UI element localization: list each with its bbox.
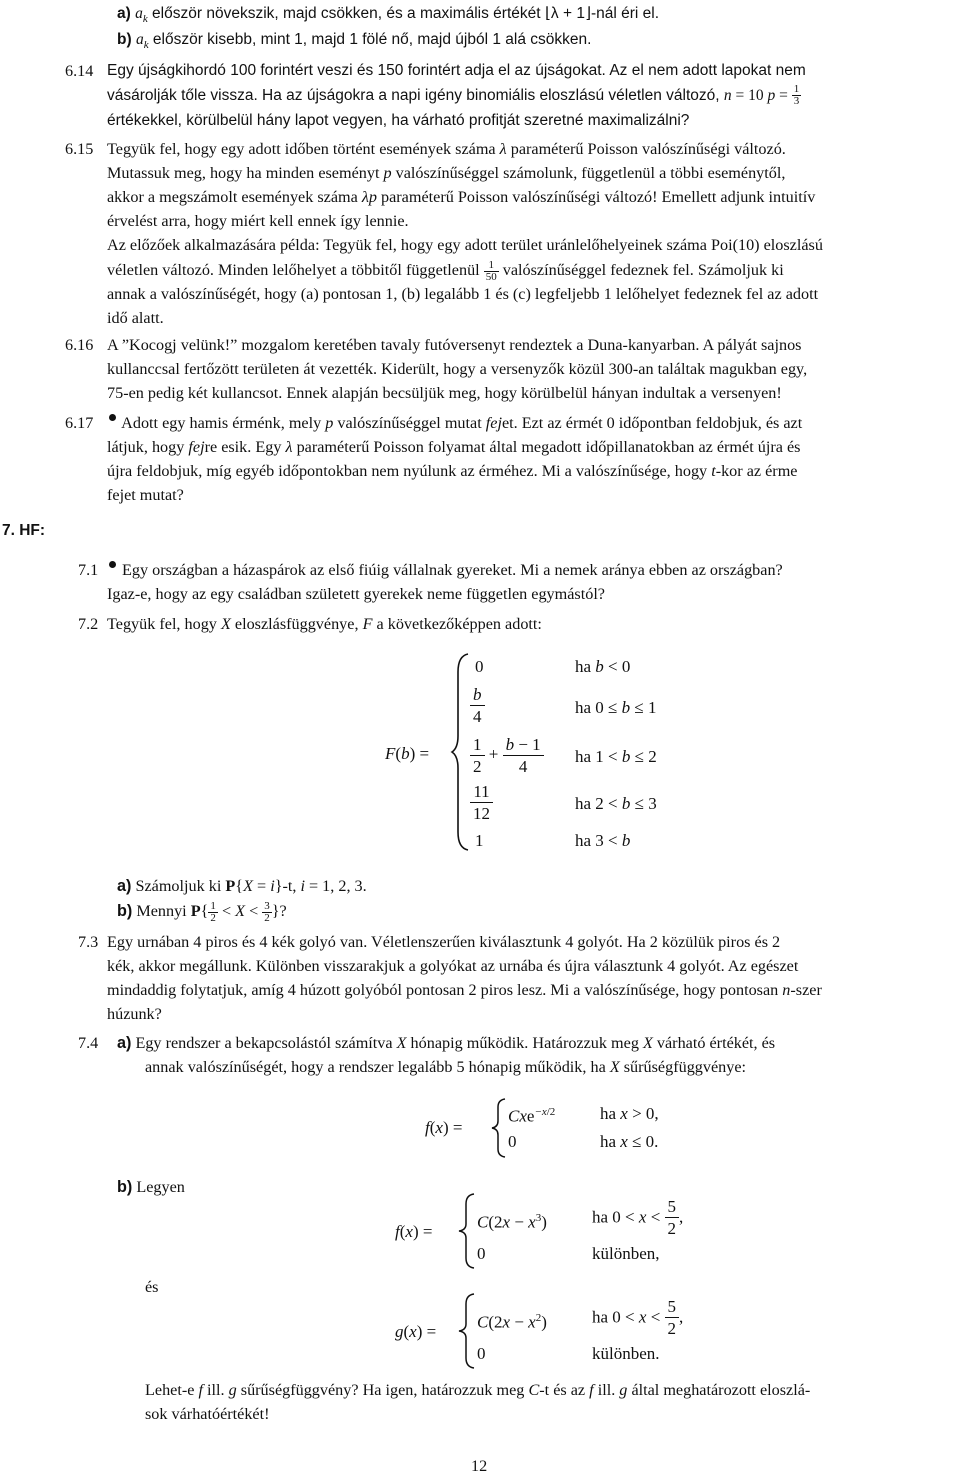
case-value: $C(2x - x^3)$ (477, 1212, 547, 1232)
item-label: b) (117, 31, 132, 48)
item-text: először növekszik, majd csökken, és a maximális értékét ⌊λ + 1⌋-nál éri el. (147, 5, 660, 22)
numerator: 3 (264, 899, 270, 912)
numerator: 5 (665, 1196, 680, 1218)
math-sub: k (143, 39, 149, 52)
denominator: 3 (793, 95, 800, 108)
case-condition: ha 0 ≤ b ≤ 1 (575, 698, 657, 717)
g-lhs: g(x) = (395, 1322, 437, 1341)
case-value (470, 684, 485, 727)
problem-6-15-line-6 (107, 258, 784, 283)
item-label: a) (117, 1034, 132, 1052)
text: valószínűséggel mutat (337, 414, 482, 432)
case-condition: ha 1 < b ≤ 2 (575, 747, 657, 766)
numerator: 1 (484, 260, 499, 272)
math-var: λp (361, 188, 377, 206)
text: Tegyük fel, hogy (107, 615, 217, 633)
case-value (470, 781, 493, 824)
left-brace-icon (457, 1292, 477, 1370)
text: }? (271, 902, 287, 920)
math-P: P (190, 902, 201, 920)
problem-7-3-line-2: kék, akkor megállunk. Különben visszarakjuk a golyókat az urnába és újra választunk 4 golyót. Az egészet (107, 957, 799, 975)
denominator: 12 (473, 804, 490, 823)
math-var: λ (499, 140, 507, 158)
text: Adott egy hamis érménk, mely (121, 414, 322, 432)
brace: { (200, 902, 209, 920)
text: eloszlásfüggvénye, (234, 615, 359, 633)
problem-6-15-line-4: érvelést arra, hogy miért kell ennek így lennie. (107, 212, 409, 230)
text: hónapig működik. Határozzuk meg (410, 1034, 639, 1052)
problem-7-4-line-1 (117, 1031, 775, 1055)
math-op: = (775, 87, 792, 104)
denominator: 4 (473, 707, 482, 726)
item-label: a) (117, 5, 131, 22)
text: sűrűségfüggvénye: (623, 1058, 747, 1076)
problem-6-16-line-1: A ”Kocogj velünk!” mozgalom keretében tavaly futóversenyt rendeztek a Duna-kanyarban. A pályát sajnos (107, 336, 802, 354)
problem-7-3-line-1: Egy urnában 4 piros és 4 kék golyó van. Véletlenszerűen kiválasztunk 4 golyót. Ha 2 közülük piros és 2 (107, 933, 781, 951)
problem-6-15-line-8: idő alatt. (107, 309, 164, 327)
math-P: P (225, 877, 236, 895)
math-var: X (220, 615, 231, 633)
emphasis: fej (188, 438, 205, 456)
numerator: 1 (470, 734, 485, 756)
case-value: Cxe$^{-x/2}$ (508, 1106, 556, 1126)
math-var: X (642, 1034, 653, 1052)
case-value: $\frac{1}{2}$ + $\frac{b - 1}{4}$ (470, 734, 544, 777)
difficulty-bullet-icon (109, 561, 116, 568)
math-var: X (609, 1058, 620, 1076)
text: Legyen (136, 1178, 185, 1196)
top-item-b (117, 28, 591, 57)
math-var: F (362, 615, 373, 633)
problem-number: 6.15 (65, 140, 94, 158)
problem-7-1-line-1 (107, 558, 783, 582)
text: -kor az érme (715, 462, 798, 480)
problem-6-15-line-5: Az előzőek alkalmazására példa: Tegyük fel, hogy egy adott terület uránlelőhelyeinek száma Poi(10) eloszlású (107, 236, 823, 254)
text: re esik. Egy (204, 438, 282, 456)
left-brace-icon (457, 1192, 477, 1270)
case-value: 0 (508, 1132, 517, 1151)
math-var: p (383, 164, 392, 182)
emphasis: fej (485, 414, 502, 432)
problem-6-17-line-4: fejet mutat? (107, 486, 184, 504)
problem-6-14-line-2 (107, 84, 801, 108)
math-sub: k (142, 13, 148, 26)
problem-number: 7.3 (78, 933, 99, 951)
math-var: a (135, 31, 144, 48)
problem-7-3-line-4: húzunk? (107, 1005, 162, 1023)
denominator: 2 (667, 1319, 677, 1338)
numerator: b (473, 685, 482, 704)
text: vásárolják tőle vissza. Ha az újságokra a napi igény binomiális eloszlású véletlen változó, (107, 87, 720, 104)
section-heading: 7. HF: (2, 522, 46, 539)
top-item-a (117, 2, 659, 31)
problem-6-16-line-2: kullanccsal fertőzött területen át vezették. Kiderült, hogy a versenyzők közül 300-an találtak magukban egy, (107, 360, 808, 378)
math-var: λ (285, 438, 293, 456)
plus: + (488, 744, 499, 764)
case-condition: ha 3 < b (575, 831, 631, 850)
problem-7-2-item-a: a) Számoljuk ki P{X = i}-t, i = 1, 2, 3. (117, 877, 367, 895)
problem-6-15-line-7: annak a valószínűségét, hogy (a) pontosan 1, (b) legalább 1 és (c) legfeljebb 1 lelőhelyet fedeznek fel az adott (107, 285, 819, 303)
text: mindaddig folytatjuk, amíg 4 húzott golyóból pontosan 2 piros lesz. Mi a valószínűsége, hogy pontosan (107, 981, 779, 999)
problem-6-17-line-3 (107, 459, 797, 483)
text: annak valószínűségét, hogy a rendszer legalább 5 hónapig működik, ha (145, 1058, 606, 1076)
math-var: a (135, 5, 143, 22)
conjunction: és (145, 1278, 159, 1296)
problem-7-2-item-b: b) Mennyi P{ $\frac{1}{2}$ < X < $\frac{3}{2}$ }? (117, 899, 287, 924)
page-number: 12 (471, 1457, 488, 1475)
text: paraméterű Poisson folyamat által megadott időpillanatokban az érmét újra és (296, 438, 801, 456)
text: Egy rendszer a bekapcsolástól számítva (135, 1034, 393, 1052)
problem-6-15-line-1 (107, 137, 786, 161)
text: paraméterű Poisson valószínűségi változó! Emellett adjunk intuitív (381, 188, 816, 206)
problem-7-3-line-3 (107, 978, 822, 1002)
math-var: n (723, 87, 732, 104)
case-value: 0 (477, 1244, 486, 1263)
item-text: először kisebb, mint 1, majd 1 fölé nő, majd újból 1 alá csökken. (148, 31, 592, 48)
f-lhs: f(x) = (425, 1118, 463, 1137)
F-lhs: F(b) = (385, 744, 430, 763)
text: paraméterű Poisson valószínűségi változó. (510, 140, 786, 158)
problem-7-1-line-2: Igaz-e, hogy az egy családban született gyerekek neme független egymástól? (107, 585, 605, 603)
numerator: 1 (793, 83, 800, 96)
comma: , (679, 1307, 684, 1327)
difficulty-bullet-icon (109, 414, 116, 421)
fraction (792, 84, 802, 107)
text: akkor a megszámolt események száma (107, 188, 358, 206)
text: Egy országban a házaspárok az első fiúig vállalnak gyereket. Mi a nemek aránya ebben az országban? (122, 561, 783, 579)
denominator: 2 (210, 911, 216, 924)
math-var: n (782, 981, 791, 999)
numerator: 11 (470, 781, 493, 803)
text: valószínűséggel fedeznek fel. Számoljuk ki (502, 261, 784, 279)
math-var: X (396, 1034, 407, 1052)
left-brace-icon (450, 652, 472, 852)
case-condition: különben. (592, 1344, 660, 1363)
problem-7-4-item-b (117, 1175, 185, 1199)
problem-number: 6.16 (65, 336, 94, 354)
text: látjuk, hogy (107, 438, 185, 456)
case-value: 0 (475, 657, 484, 676)
case-condition: különben, (592, 1244, 660, 1263)
text: -szer (790, 981, 822, 999)
math-var: t (711, 462, 716, 480)
text: Mennyi (136, 902, 187, 920)
f-lhs: f(x) = (395, 1222, 433, 1241)
problem-6-14-line-3: értékekkel, körülbelül hány lapot vegyen, ha várható profitját szeretné maximalizálni? (107, 112, 690, 129)
problem-7-4-question-line-1: Lehet-e f ill. g sűrűségfüggvény? Ha igen, határozzuk meg C-t és az f ill. g által meghatározott eloszlá- (145, 1381, 811, 1399)
problem-6-16-line-3: 75-en pedig két kullancsot. Ennek alapján becsüljük meg, hogy körülbelül hányan indultak a versenyen! (107, 384, 782, 402)
denominator: 2 (473, 757, 482, 776)
case-condition: ha 0 < x < $\frac{5}{2}$ , (592, 1197, 684, 1238)
case-condition: ha x > 0, (600, 1104, 659, 1123)
case-value: 0 (477, 1344, 486, 1363)
item-label: a) (117, 877, 132, 895)
text: véletlen változó. Minden lelőhelyet a többitől függetlenül (107, 261, 480, 279)
problem-6-15-line-3 (107, 185, 815, 209)
denominator: 2 (667, 1219, 677, 1238)
problem-number: 7.1 (78, 561, 99, 579)
math-var: p (767, 87, 776, 104)
denominator: 2 (264, 911, 270, 924)
text: et. Ezt az érmét 0 időpontban feldobjuk, és azt (501, 414, 803, 432)
text: Számoljuk ki (135, 877, 222, 895)
numerator: 1 (210, 899, 216, 912)
case-condition: ha b < 0 (575, 657, 631, 676)
text: várható értékét, és (656, 1034, 776, 1052)
case-value: 1 (475, 831, 484, 850)
text: valószínűséggel számolunk, függetlenül a többi eseménytől, (395, 164, 786, 182)
left-brace-icon (490, 1097, 508, 1159)
fraction (484, 260, 499, 283)
comma: , (679, 1207, 684, 1227)
numerator: 5 (665, 1296, 680, 1318)
problem-number: 7.2 (78, 615, 99, 633)
problem-6-14-line-1: Egy újságkihordó 100 forintért veszi és 150 forintért adja el az újságokat. Az el nem adott lapokat nem (107, 62, 806, 79)
text: Mutassuk meg, hogy ha minden eseményt (107, 164, 380, 182)
item-label: b) (117, 902, 133, 920)
text: Tegyük fel, hogy egy adott időben történt események száma (107, 140, 496, 158)
problem-7-2-line-1 (107, 612, 542, 636)
problem-6-17-line-1 (107, 411, 802, 435)
problem-7-4-question-line-2: sok várhatóértékét! (145, 1405, 270, 1423)
text: a következőképpen adott: (376, 615, 542, 633)
problem-number: 7.4 (78, 1034, 99, 1052)
math-op: = 10 (731, 87, 768, 104)
case-condition: ha x ≤ 0. (600, 1132, 659, 1151)
item-label: b) (117, 1178, 133, 1196)
problem-number: 6.14 (65, 62, 94, 80)
text: újra feldobjuk, míg egyéb időpontokban nem nyúlunk az érméhez. Mi a valószínűsége, hogy (107, 462, 708, 480)
denominator: 4 (518, 757, 528, 776)
problem-6-17-line-2 (107, 435, 800, 459)
case-condition: ha 2 < b ≤ 3 (575, 794, 657, 813)
problem-7-4-line-2 (145, 1055, 746, 1079)
denominator: 50 (485, 270, 497, 283)
case-value: $C(2x - x^2)$ (477, 1312, 547, 1332)
problem-number: 6.17 (65, 414, 94, 432)
math-var: p (325, 414, 334, 432)
problem-6-15-line-2 (107, 161, 785, 185)
case-condition: ha 0 < x < $\frac{5}{2}$ , (592, 1297, 684, 1338)
